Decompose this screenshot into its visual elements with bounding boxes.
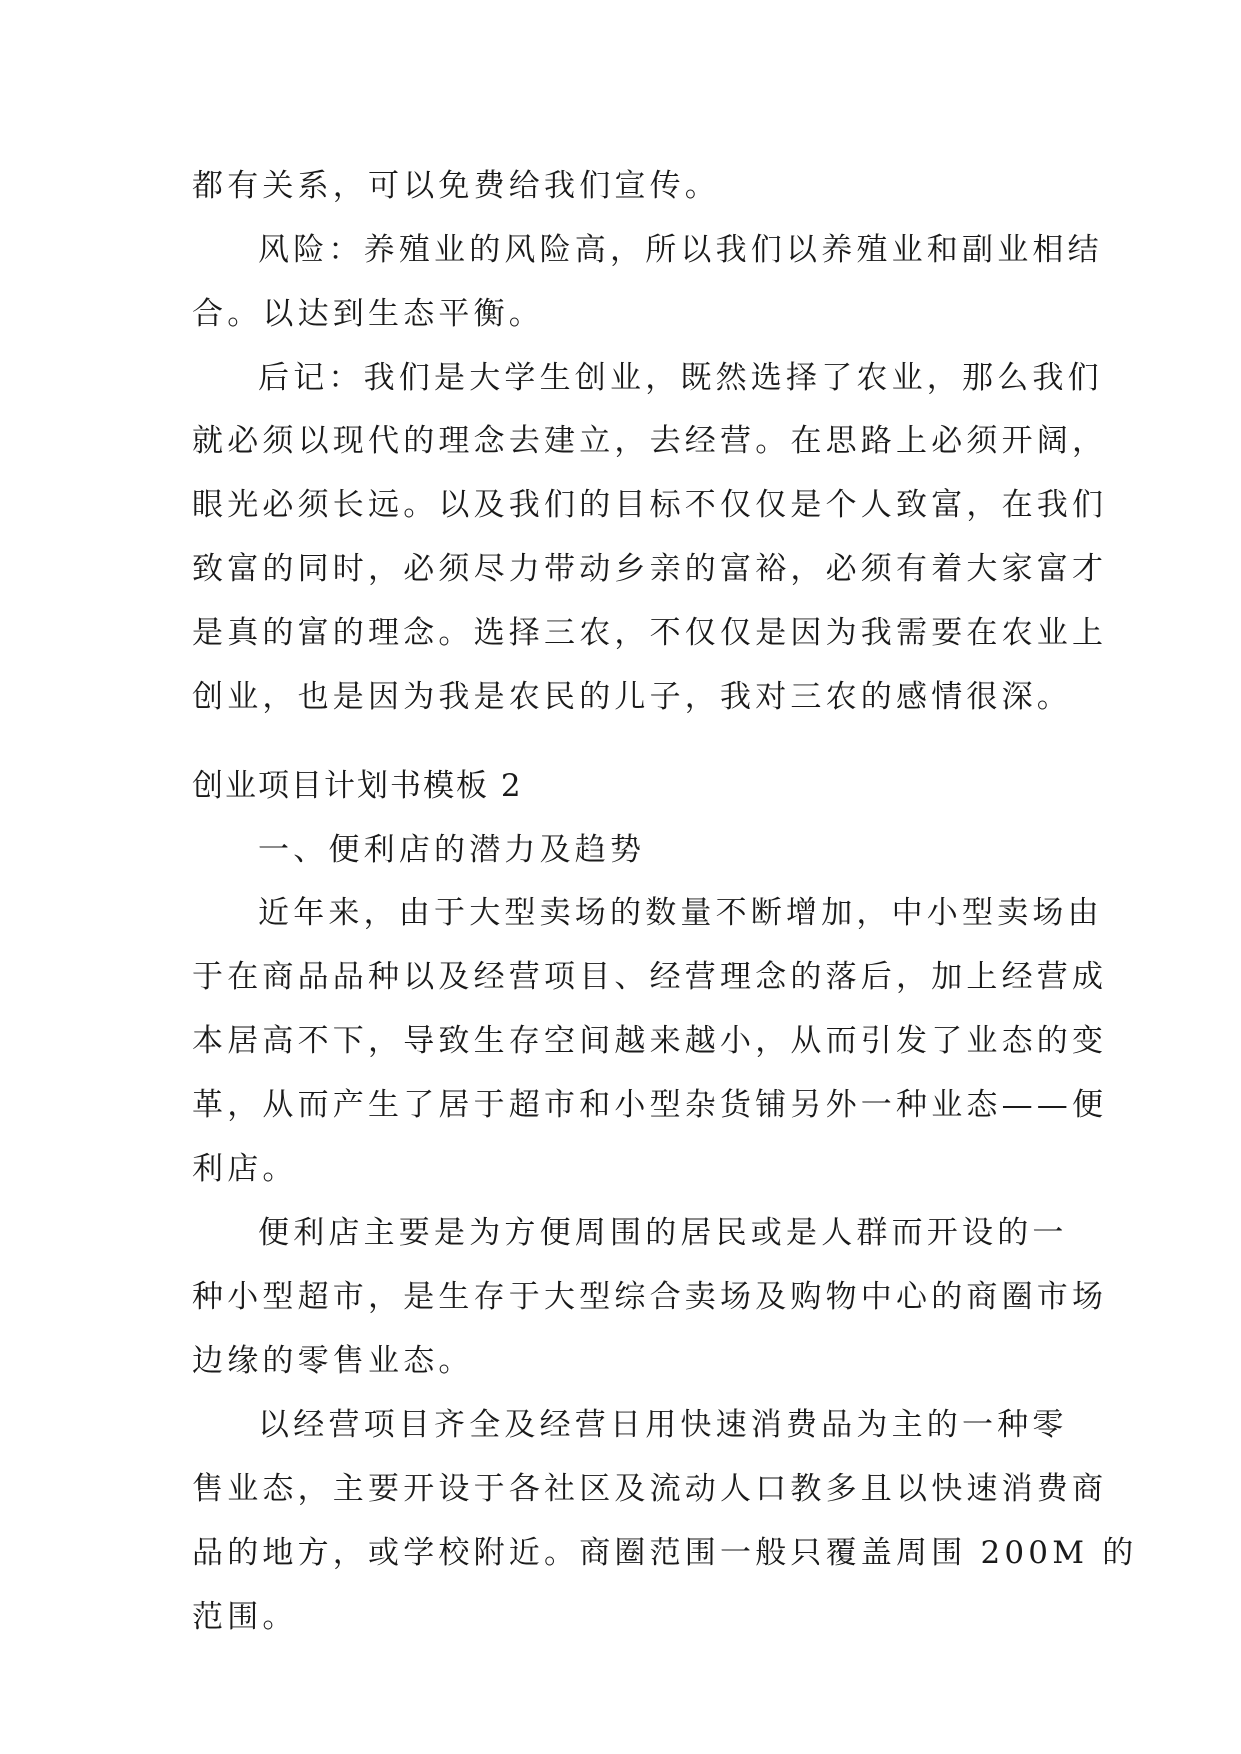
- body-text-line: 创业，也是因为我是农民的儿子，我对三农的感情很深。: [192, 679, 1072, 715]
- body-text-line: 致富的同时，必须尽力带动乡亲的富裕，必须有着大家富才: [192, 551, 1108, 587]
- body-text-line: 边缘的零售业态。: [192, 1343, 474, 1379]
- body-text-line: 就必须以现代的理念去建立，去经营。在思路上必须开阔，: [192, 423, 1108, 459]
- body-text-line: 品的地方，或学校附近。商圈范围一般只覆盖周围 200M 的: [192, 1535, 1138, 1571]
- body-text-line: 利店。: [192, 1151, 298, 1187]
- body-text-line: 都有关系，可以免费给我们宣传。: [192, 168, 720, 204]
- body-text-line: 眼光必须长远。以及我们的目标不仅仅是个人致富，在我们: [192, 487, 1108, 523]
- body-text-line: 后记：我们是大学生创业，既然选择了农业，那么我们: [258, 360, 1103, 396]
- body-text-line: 是真的富的理念。选择三农，不仅仅是因为我需要在农业上: [192, 615, 1108, 651]
- body-text-line: 种小型超市，是生存于大型综合卖场及购物中心的商圈市场: [192, 1279, 1108, 1315]
- body-text-line: 售业态，主要开设于各社区及流动人口教多且以快速消费商: [192, 1471, 1108, 1507]
- section-title: 创业项目计划书模板 2: [192, 768, 523, 804]
- body-text-line: 以经营项目齐全及经营日用快速消费品为主的一种零: [258, 1407, 1068, 1443]
- body-text-line: 风险：养殖业的风险高，所以我们以养殖业和副业相结: [258, 232, 1103, 268]
- subheading: 一、便利店的潜力及趋势: [258, 832, 646, 868]
- body-text-line: 便利店主要是为方便周围的居民或是人群而开设的一: [258, 1215, 1068, 1251]
- body-text-line: 范围。: [192, 1599, 298, 1635]
- body-text-line: 本居高不下，导致生存空间越来越小，从而引发了业态的变: [192, 1023, 1108, 1059]
- body-text-line: 近年来，由于大型卖场的数量不断增加，中小型卖场由: [258, 895, 1103, 931]
- body-text-line: 合。以达到生态平衡。: [192, 296, 544, 332]
- body-text-line: 革，从而产生了居于超市和小型杂货铺另外一种业态——便: [192, 1087, 1108, 1123]
- body-text-line: 于在商品品种以及经营项目、经营理念的落后，加上经营成: [192, 959, 1108, 995]
